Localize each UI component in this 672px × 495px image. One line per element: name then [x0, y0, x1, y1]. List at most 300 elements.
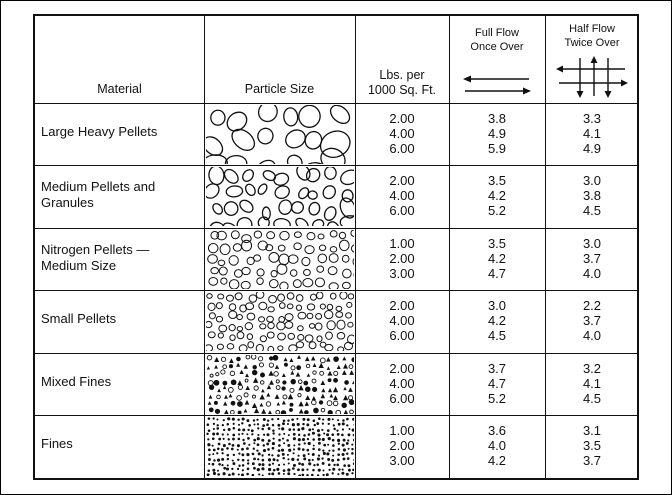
- particle-mark: [245, 303, 253, 310]
- particle-mark: [345, 381, 349, 385]
- particle-mark: [302, 257, 310, 265]
- particle-mark: [239, 345, 247, 351]
- particle-mark: [213, 417, 215, 419]
- particle-mark: [308, 428, 311, 431]
- particle-mark: [260, 373, 264, 377]
- particle-mark: [328, 410, 332, 414]
- particle-mark: [312, 432, 315, 435]
- particle-mark: [338, 468, 340, 470]
- particle-mark: [321, 380, 326, 385]
- particle-mark: [283, 433, 285, 435]
- particle-mark: [230, 371, 234, 375]
- particle-mark: [342, 282, 350, 289]
- particle-mark: [228, 474, 231, 476]
- particle-mark: [229, 394, 233, 398]
- particle-mark: [212, 469, 215, 472]
- particle-mark: [296, 342, 303, 348]
- particle-mark: [237, 396, 242, 401]
- particle-mark: [223, 444, 226, 447]
- particle-mark: [348, 322, 353, 327]
- particle-mark: [247, 334, 252, 340]
- value-cell: 5.2: [487, 203, 507, 218]
- particle-mark: [207, 423, 210, 426]
- particle-mark: [332, 455, 334, 457]
- particle-mark: [316, 422, 319, 425]
- particle-mark: [208, 401, 212, 405]
- particle-mark: [289, 358, 293, 362]
- particle-mark: [277, 454, 280, 457]
- particle-mark: [252, 370, 257, 375]
- particle-mark: [352, 428, 354, 431]
- particle-mark: [277, 264, 287, 274]
- full-flow-values: [467, 361, 527, 406]
- particle-mark: [293, 437, 296, 440]
- particle-mark: [279, 303, 285, 309]
- particle-mark: [216, 424, 218, 426]
- particle-mark: [291, 418, 294, 421]
- particle-mark: [241, 433, 243, 435]
- particle-mark: [337, 419, 339, 421]
- particle-mark: [298, 462, 301, 465]
- particle-mark: [241, 453, 244, 456]
- particle-mark: [326, 473, 329, 476]
- particle-mark: [289, 408, 292, 411]
- particle-mark: [257, 269, 264, 276]
- particle-mark: [318, 455, 320, 457]
- particle-mark: [267, 433, 270, 436]
- particle-mark: [298, 312, 306, 319]
- particle-mark: [247, 459, 249, 461]
- particle-mark: [237, 468, 239, 470]
- particle-mark: [229, 280, 239, 289]
- particle-mark: [296, 418, 298, 420]
- material-label: [41, 179, 201, 211]
- particle-mark: [214, 357, 219, 362]
- particle-mark: [333, 401, 338, 406]
- particle-mark: [234, 270, 242, 278]
- material-label: [41, 311, 201, 327]
- value-cell: 6.00: [389, 328, 415, 343]
- value-cell: 4.00: [389, 376, 415, 391]
- particle-mark: [217, 470, 219, 472]
- particle-mark: [322, 205, 338, 222]
- particle-mark: [282, 400, 286, 404]
- particle-mark: [308, 201, 321, 216]
- particle-mark: [212, 453, 214, 455]
- particle-mark: [318, 442, 321, 445]
- particle-mark: [330, 247, 337, 252]
- particle-mark: [228, 438, 230, 440]
- particle-mark: [206, 433, 208, 435]
- particle-mark: [328, 379, 331, 382]
- particle-mark: [328, 267, 337, 275]
- particle-mark: [303, 279, 313, 287]
- particle-mark: [278, 472, 281, 475]
- particle-mark: [252, 474, 255, 476]
- particle-mark: [232, 434, 235, 437]
- particle-mark: [296, 305, 301, 310]
- particle-mark: [298, 385, 303, 390]
- particle-mark: [298, 401, 303, 406]
- particle-mark: [334, 371, 338, 375]
- medium-pellets-pattern: [206, 167, 355, 226]
- particle-mark: [216, 303, 222, 309]
- particle-mark: [336, 430, 338, 432]
- particle-mark: [298, 334, 304, 340]
- particle-mark: [226, 454, 229, 457]
- particle-mark: [293, 433, 296, 436]
- particle-mark: [299, 409, 304, 414]
- particle-mark: [298, 438, 301, 441]
- particle-mark: [348, 387, 353, 392]
- particle-mark: [217, 473, 220, 476]
- particle-mark: [294, 216, 310, 226]
- particle-mark: [284, 363, 287, 366]
- particle-mark: [333, 428, 336, 431]
- particle-mark: [288, 333, 295, 339]
- particle-mark: [260, 381, 264, 385]
- particle-mark: [226, 447, 229, 450]
- header-lbs-per: [355, 68, 449, 98]
- particle-mark: [219, 267, 227, 275]
- particle-mark: [254, 408, 259, 413]
- particle-mark: [267, 332, 274, 338]
- header-material: Material: [97, 82, 142, 96]
- particle-mark: [212, 463, 215, 466]
- particle-mark: [321, 429, 323, 431]
- particle-mark: [317, 474, 319, 476]
- material-label-line1: Mixed Fines: [41, 374, 112, 389]
- particle-mark: [342, 453, 345, 456]
- particle-mark: [261, 409, 266, 414]
- particle-mark: [306, 474, 308, 476]
- particle-mark: [273, 184, 291, 201]
- particle-mark: [247, 437, 250, 440]
- particle-mark: [242, 267, 250, 274]
- particle-mark: [347, 439, 349, 441]
- particle-mark: [211, 268, 219, 274]
- material-label: [41, 436, 201, 452]
- particle-mark: [315, 278, 324, 287]
- lbs-values: [372, 423, 432, 468]
- particle-mark: [271, 418, 273, 420]
- particle-mark: [290, 403, 293, 406]
- particle-mark: [329, 254, 338, 263]
- particle-mark: [269, 363, 273, 367]
- particle-mark: [290, 388, 294, 392]
- particle-mark: [298, 393, 301, 396]
- particle-mark: [319, 401, 322, 404]
- particle-mark: [256, 450, 258, 452]
- particle-mark: [322, 470, 324, 472]
- particle-mark: [223, 419, 225, 421]
- particle-mark: [283, 381, 286, 384]
- particle-mark: [260, 394, 265, 399]
- particle-mark: [342, 468, 344, 470]
- particle-mark: [352, 105, 354, 127]
- particle-mark: [282, 387, 285, 390]
- value-cell: 2.00: [389, 298, 415, 313]
- particle-mark: [324, 167, 336, 180]
- particle-mark: [208, 463, 210, 465]
- particle-mark: [322, 450, 324, 452]
- particle-mark: [285, 152, 305, 164]
- particle-mark: [324, 310, 332, 318]
- particle-mark: [302, 438, 305, 441]
- particle-mark: [243, 442, 246, 445]
- particle-mark: [278, 245, 285, 251]
- particle-mark: [287, 423, 289, 425]
- particle-mark: [332, 450, 334, 452]
- particle-mark: [343, 457, 346, 460]
- particle-mark: [349, 396, 353, 400]
- value-cell: 3.00: [389, 266, 415, 281]
- particle-mark: [328, 437, 331, 440]
- particle-mark: [261, 428, 264, 431]
- half-flow-arrows-icon: [553, 54, 631, 100]
- particle-mark: [282, 422, 285, 425]
- particle-mark: [229, 256, 238, 266]
- particle-mark: [321, 388, 325, 392]
- particle-mark: [253, 442, 255, 444]
- particle-mark: [267, 448, 270, 451]
- particle-mark: [304, 269, 311, 275]
- particle-mark: [286, 439, 289, 442]
- particle-mark: [272, 424, 275, 427]
- particle-mark: [337, 365, 341, 369]
- particle-mark: [246, 419, 249, 422]
- particle-mark: [272, 447, 275, 450]
- particle-mark: [229, 311, 237, 319]
- particle-mark: [245, 323, 253, 330]
- particle-mark: [212, 437, 215, 440]
- particle-mark: [296, 295, 303, 302]
- particle-mark: [304, 442, 306, 444]
- particle-mark: [213, 449, 216, 452]
- particle-mark: [318, 438, 321, 441]
- particle-mark: [208, 458, 211, 461]
- particle-mark: [322, 474, 324, 476]
- value-cell: 4.00: [389, 126, 415, 141]
- particle-mark: [287, 444, 290, 447]
- particle-mark: [316, 463, 319, 466]
- particle-mark: [259, 403, 263, 407]
- particle-mark: [277, 424, 280, 427]
- particle-mark: [216, 418, 218, 420]
- particle-mark: [216, 452, 218, 454]
- particle-mark: [246, 453, 249, 456]
- particle-mark: [253, 458, 256, 461]
- particle-mark: [238, 452, 240, 454]
- particle-mark: [241, 281, 250, 289]
- particle-mark: [223, 472, 226, 475]
- particle-mark: [208, 303, 215, 310]
- particle-mark: [346, 424, 348, 426]
- particle-mark: [276, 410, 280, 414]
- particle-mark: [318, 469, 321, 472]
- particle-mark: [326, 332, 333, 339]
- particle-mark: [337, 320, 345, 329]
- particle-mark: [253, 365, 257, 369]
- particle-mark: [278, 444, 281, 447]
- particle-mark: [351, 452, 354, 455]
- value-cell: 4.1: [582, 376, 602, 391]
- header-lbs-line2: 1000 Sq. Ft.: [367, 83, 437, 97]
- particle-mark: [267, 419, 269, 421]
- particle-mark: [238, 428, 241, 431]
- particle-mark: [236, 363, 240, 367]
- particle-mark: [302, 418, 305, 421]
- particle-mark: [348, 428, 350, 430]
- particle-mark: [261, 467, 264, 470]
- value-cell: 3.8: [487, 111, 507, 126]
- particle-mark: [307, 304, 314, 310]
- particle-mark: [350, 410, 354, 414]
- particle-mark: [252, 403, 257, 408]
- particle-mark: [281, 449, 284, 452]
- particle-mark: [293, 464, 296, 467]
- particle-mark: [242, 240, 252, 251]
- value-cell: 3.5: [487, 173, 507, 188]
- particle-mark: [342, 419, 345, 422]
- particle-mark: [217, 344, 223, 349]
- particle-mark: [308, 453, 310, 455]
- particle-mark: [303, 434, 306, 437]
- value-cell: 5.2: [487, 391, 507, 406]
- particle-mark: [258, 452, 261, 455]
- particle-mark: [267, 232, 275, 239]
- half-flow-values: [562, 236, 622, 281]
- particle-mark: [248, 444, 250, 446]
- particle-mark: [213, 428, 215, 430]
- particle-mark: [307, 373, 311, 377]
- particle-mark: [338, 347, 344, 351]
- particle-mark: [266, 402, 271, 407]
- particle-mark: [218, 260, 225, 266]
- particle-mark: [219, 325, 227, 332]
- particle-mark: [251, 433, 253, 435]
- small-pellets-pattern: [206, 292, 355, 351]
- value-cell: 3.6: [487, 423, 507, 438]
- particle-mark: [342, 255, 349, 262]
- value-cell: 4.7: [487, 376, 507, 391]
- full-flow-arrows-icon: [461, 72, 533, 98]
- particle-mark: [343, 439, 346, 442]
- particle-mark: [346, 313, 352, 318]
- particle-mark: [346, 418, 349, 421]
- particle-mark: [233, 454, 235, 456]
- particle-mark: [238, 424, 240, 426]
- particle-mark: [207, 473, 210, 476]
- particle-mark: [269, 357, 272, 360]
- particle-mark: [237, 357, 241, 361]
- particle-mark: [321, 394, 326, 399]
- value-cell: 6.00: [389, 391, 415, 406]
- particle-mark: [245, 379, 248, 382]
- particle-mark: [344, 410, 348, 414]
- full-flow-values: [467, 173, 527, 218]
- particle-mark: [228, 125, 258, 154]
- particle-mark: [314, 424, 316, 426]
- particle-mark: [343, 387, 346, 390]
- particle-mark: [323, 452, 326, 455]
- particle-mark: [242, 428, 245, 431]
- particle-mark: [222, 424, 224, 426]
- particle-mark: [348, 448, 350, 450]
- particle-mark: [342, 356, 346, 360]
- particle-mark: [213, 472, 216, 475]
- particle-mark: [217, 459, 220, 462]
- particle-mark: [312, 459, 314, 461]
- particle-mark: [322, 422, 324, 424]
- value-cell: 4.9: [582, 141, 602, 156]
- particle-mark: [211, 202, 224, 216]
- particle-mark: [227, 423, 230, 426]
- mixed-fines-pattern: [206, 355, 355, 414]
- particle-mark: [288, 394, 293, 399]
- particle-mark: [242, 464, 245, 467]
- particle-mark: [252, 157, 279, 164]
- particle-mark: [297, 428, 300, 431]
- particle-mark: [287, 468, 290, 471]
- particle-mark: [266, 423, 269, 426]
- particle-mark: [216, 427, 219, 430]
- particle-mark: [332, 418, 334, 420]
- particle-mark: [221, 448, 224, 451]
- particle-mark: [256, 182, 268, 195]
- half-flow-values: [562, 298, 622, 343]
- value-cell: 3.1: [582, 423, 602, 438]
- particle-mark: [337, 439, 340, 442]
- particle-mark: [276, 459, 278, 461]
- particle-mark: [238, 433, 240, 435]
- particle-mark: [283, 464, 285, 466]
- value-cell: 3.2: [582, 361, 602, 376]
- particle-mark: [254, 255, 261, 261]
- particle-mark: [237, 449, 239, 451]
- particle-mark: [347, 302, 352, 307]
- particle-mark: [232, 438, 235, 441]
- header-full-flow-line1: Full Flow: [474, 27, 519, 39]
- particle-mark: [329, 394, 333, 398]
- particle-mark: [237, 326, 242, 331]
- particle-mark: [322, 462, 325, 465]
- value-cell: 2.00: [389, 111, 415, 126]
- particle-mark: [327, 371, 332, 376]
- particle-mark: [258, 357, 262, 361]
- particle-mark: [241, 422, 243, 424]
- particle-mark: [261, 389, 265, 393]
- particle-mark: [312, 387, 316, 391]
- material-label-line1: Nitrogen Pellets —: [41, 242, 150, 257]
- particle-mark: [212, 432, 215, 435]
- particle-mark: [268, 322, 275, 328]
- particle-mark: [278, 433, 280, 435]
- particle-mark: [317, 292, 323, 299]
- particle-mark: [229, 304, 236, 311]
- particle-mark: [278, 449, 281, 452]
- particle-mark: [327, 321, 335, 330]
- particle-mark: [232, 460, 234, 462]
- value-cell: 4.5: [582, 203, 602, 218]
- particle-mark: [268, 463, 271, 466]
- particle-mark: [343, 464, 346, 467]
- value-cell: 1.00: [389, 423, 415, 438]
- particle-mark: [353, 462, 354, 465]
- value-cell: 4.2: [487, 188, 507, 203]
- particle-mark: [218, 294, 224, 299]
- particle-mark: [290, 371, 294, 375]
